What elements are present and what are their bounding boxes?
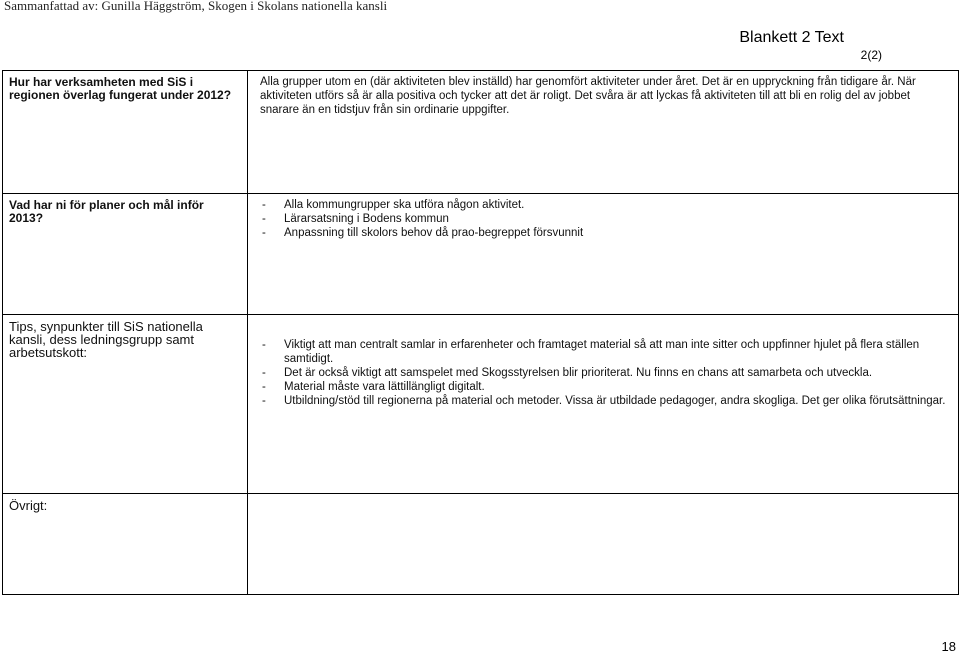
list-item bbox=[260, 198, 950, 212]
question-cell bbox=[3, 315, 248, 494]
list-item-text: Lärarsatsning i Bodens kommun bbox=[284, 213, 449, 225]
question-text: Vad har ni för planer och mål inför 2013? bbox=[9, 198, 204, 225]
form-table bbox=[2, 70, 959, 595]
question-text: Hur har verksamheten med SiS i regionen överlag fungerat under 2012? bbox=[9, 75, 232, 102]
list-item-text: Det är också viktigt att samspelet med Skogsstyrelsen blir prioriterat. Nu finns en chans att samarbeta och utveckla. bbox=[284, 367, 873, 379]
form-row-other bbox=[3, 494, 959, 595]
answer-cell bbox=[248, 194, 959, 315]
form-title: Blankett 2 Text bbox=[739, 29, 844, 46]
list-item-text: Utbildning/stöd till regionerna på material och metoder. Vissa är utbildade pedagoger, andra skogliga. Det ger olika förutsättningar. bbox=[284, 395, 946, 407]
list-item bbox=[260, 394, 950, 408]
question-cell bbox=[3, 494, 248, 595]
bullet-dash: - bbox=[262, 227, 266, 239]
tips-list bbox=[260, 338, 950, 408]
bullet-dash: - bbox=[262, 199, 266, 211]
question-text: Övrigt: bbox=[9, 498, 48, 513]
question-cell bbox=[3, 194, 248, 315]
answer-cell bbox=[248, 494, 959, 595]
bullet-dash: - bbox=[262, 367, 266, 379]
document-summary-line: Sammanfattad av: Gunilla Häggström, Skogen i Skolans nationella kansli bbox=[4, 0, 388, 13]
form-row-operations-2012 bbox=[3, 71, 959, 194]
list-item bbox=[260, 226, 950, 240]
list-item bbox=[260, 338, 950, 366]
list-item bbox=[260, 380, 950, 394]
bullet-dash: - bbox=[262, 213, 266, 225]
list-item-text: Alla kommungrupper ska utföra någon aktivitet. bbox=[284, 199, 525, 211]
page-number: 18 bbox=[941, 639, 956, 654]
page-counter: 2(2) bbox=[860, 48, 882, 62]
answer-text: Alla grupper utom en (där aktiviteten blev inställd) har genomfört aktiviteter under året. Det är en uppryckning från tidigare år. När aktiviteten utförs så är alla positiva och tycker att det är roligt. Det svåra är att lyckas få aktiviteten till att bli en rolig del av jobbet snarare än en tidstjuv från sin ordinarie uppgifter. bbox=[260, 76, 916, 116]
list-item bbox=[260, 366, 950, 380]
plans-list bbox=[260, 198, 950, 240]
form-row-tips bbox=[3, 315, 959, 494]
bullet-dash: - bbox=[262, 381, 266, 393]
bullet-dash: - bbox=[262, 395, 266, 407]
answer-cell bbox=[248, 71, 959, 194]
form-row-plans-2013 bbox=[3, 194, 959, 315]
list-item-text: Anpassning till skolors behov då prao-begreppet försvunnit bbox=[284, 227, 584, 239]
question-cell bbox=[3, 71, 248, 194]
list-item-text: Viktigt att man centralt samlar in erfarenheter och framtaget material så att man inte sitter och uppfinner hjulet på flera ställen samtidigt. bbox=[284, 339, 920, 365]
question-text: Tips, synpunkter till SiS nationella kansli, dess ledningsgrupp samt arbetsutskott: bbox=[9, 319, 203, 360]
bullet-dash: - bbox=[262, 339, 266, 351]
answer-cell bbox=[248, 315, 959, 494]
list-item bbox=[260, 212, 950, 226]
list-item-text: Material måste vara lättillängligt digitalt. bbox=[284, 381, 485, 393]
